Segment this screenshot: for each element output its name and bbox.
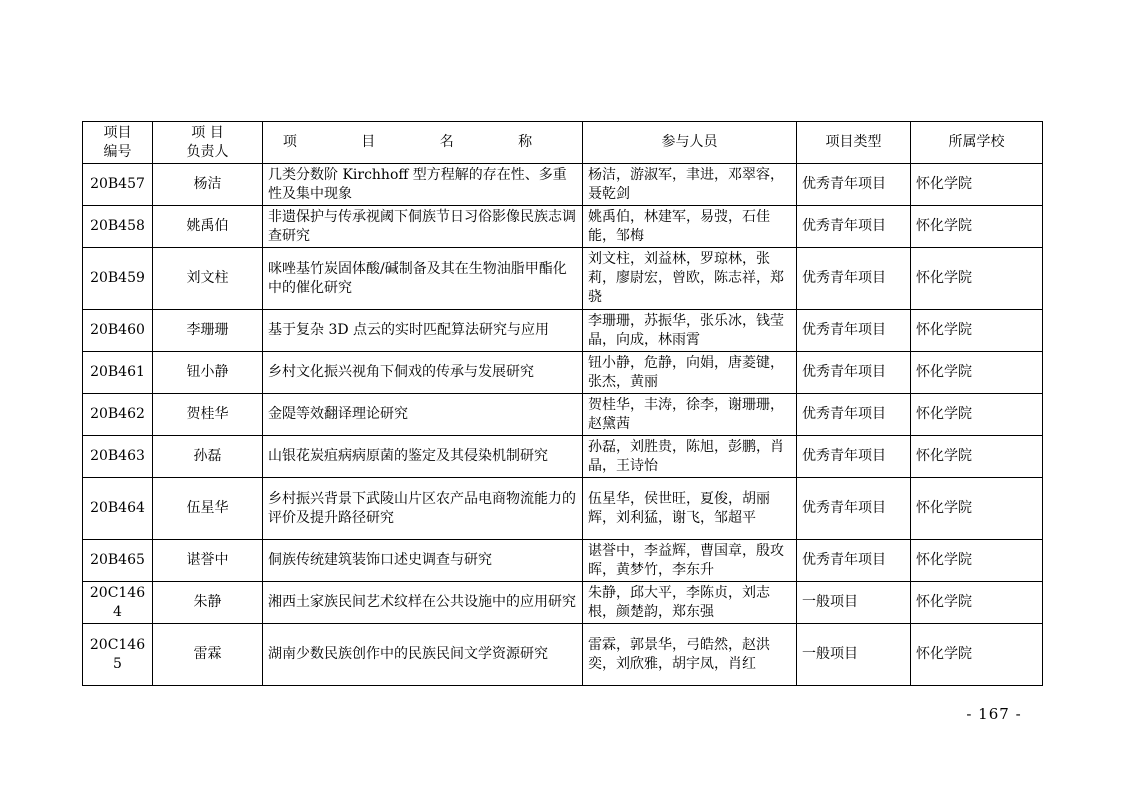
cell-leader: 谌誉中 <box>153 540 263 582</box>
cell-school: 怀化学院 <box>911 436 1043 478</box>
cell-members: 雷霖，郭景华，弓皓然，赵洪奕，刘欣雅，胡宇凤，肖红 <box>583 624 797 686</box>
table-row <box>83 624 1043 686</box>
cell-leader: 杨洁 <box>153 164 263 206</box>
cell-school: 怀化学院 <box>911 478 1043 540</box>
table-row <box>83 582 1043 624</box>
cell-members: 伍星华，侯世旺，夏俊，胡丽辉，刘利猛，谢飞，邹超平 <box>583 478 797 540</box>
cell-name: 基于复杂 3D 点云的实时匹配算法研究与应用 <box>263 310 583 352</box>
cell-id: 20B457 <box>83 164 153 206</box>
cell-type: 一般项目 <box>797 582 911 624</box>
cell-type: 优秀青年项目 <box>797 164 911 206</box>
cell-type: 优秀青年项目 <box>797 436 911 478</box>
cell-school: 怀化学院 <box>911 206 1043 248</box>
cell-name: 咪唑基竹炭固体酸/碱制备及其在生物油脂甲酯化中的催化研究 <box>263 248 583 310</box>
cell-type: 优秀青年项目 <box>797 394 911 436</box>
header-leader-line1: 项 目 <box>191 124 224 141</box>
header-row <box>83 122 1043 164</box>
cell-type: 优秀青年项目 <box>797 352 911 394</box>
cell-name: 侗族传统建筑装饰口述史调查与研究 <box>263 540 583 582</box>
cell-type: 优秀青年项目 <box>797 540 911 582</box>
header-leader-line2: 负责人 <box>186 143 229 160</box>
cell-id: 20B461 <box>83 352 153 394</box>
table-row <box>83 310 1043 352</box>
cell-members: 杨洁，游淑军，聿进，邓翠容，聂乾剑 <box>583 164 797 206</box>
project-table <box>82 121 1043 686</box>
cell-school: 怀化学院 <box>911 310 1043 352</box>
cell-name: 乡村文化振兴视角下侗戏的传承与发展研究 <box>263 352 583 394</box>
cell-name: 乡村振兴背景下武陵山片区农产品电商物流能力的评价及提升路径研究 <box>263 478 583 540</box>
table-row <box>83 206 1043 248</box>
cell-leader: 姚禹伯 <box>153 206 263 248</box>
table-row <box>83 248 1043 310</box>
cell-id: 20B464 <box>83 478 153 540</box>
cell-type: 优秀青年项目 <box>797 310 911 352</box>
cell-school: 怀化学院 <box>911 248 1043 310</box>
header-members: 参与人员 <box>583 122 797 164</box>
header-id <box>83 122 153 164</box>
cell-name: 山银花炭疽病病原菌的鉴定及其侵染机制研究 <box>263 436 583 478</box>
cell-name: 金隄等效翻译理论研究 <box>263 394 583 436</box>
table-row <box>83 394 1043 436</box>
header-id-line2: 编号 <box>103 143 132 160</box>
cell-members: 李珊珊，苏振华，张乐冰，钱莹晶，向成，林雨霄 <box>583 310 797 352</box>
cell-id: 20B463 <box>83 436 153 478</box>
cell-leader: 李珊珊 <box>153 310 263 352</box>
cell-school: 怀化学院 <box>911 352 1043 394</box>
cell-leader: 朱静 <box>153 582 263 624</box>
cell-id: 20C1465 <box>83 624 153 686</box>
cell-school: 怀化学院 <box>911 624 1043 686</box>
header-name <box>263 122 583 164</box>
cell-school: 怀化学院 <box>911 540 1043 582</box>
cell-school: 怀化学院 <box>911 164 1043 206</box>
cell-leader: 雷霖 <box>153 624 263 686</box>
cell-id: 20C1464 <box>83 582 153 624</box>
header-leader <box>153 122 263 164</box>
cell-type: 优秀青年项目 <box>797 478 911 540</box>
table-body <box>83 164 1043 686</box>
cell-members: 刘文柱，刘益林，罗琼林，张莉，廖尉宏，曾欧，陈志祥，郑骁 <box>583 248 797 310</box>
table-row <box>83 352 1043 394</box>
cell-members: 谌誉中，李益辉，曹国章，殷攻晖，黄梦竹，李东升 <box>583 540 797 582</box>
page-number: - 167 - <box>966 705 1022 723</box>
cell-type: 一般项目 <box>797 624 911 686</box>
cell-members: 姚禹伯，林建军，易弢，石佳能，邹梅 <box>583 206 797 248</box>
cell-type: 优秀青年项目 <box>797 248 911 310</box>
cell-id: 20B458 <box>83 206 153 248</box>
cell-type: 优秀青年项目 <box>797 206 911 248</box>
cell-id: 20B465 <box>83 540 153 582</box>
header-school: 所属学校 <box>911 122 1043 164</box>
header-type: 项目类型 <box>797 122 911 164</box>
cell-name: 湖南少数民族创作中的民族民间文学资源研究 <box>263 624 583 686</box>
cell-name: 湘西土家族民间艺术纹样在公共设施中的应用研究 <box>263 582 583 624</box>
cell-members: 贺桂华，丰涛，徐李，谢珊珊，赵黛茜 <box>583 394 797 436</box>
cell-id: 20B460 <box>83 310 153 352</box>
cell-leader: 贺桂华 <box>153 394 263 436</box>
table-row <box>83 540 1043 582</box>
cell-name: 非遗保护与传承视阈下侗族节日习俗影像民族志调查研究 <box>263 206 583 248</box>
cell-members: 孙磊，刘胜贵，陈旭，彭鹏，肖晶，王诗怡 <box>583 436 797 478</box>
cell-school: 怀化学院 <box>911 394 1043 436</box>
cell-leader: 钮小静 <box>153 352 263 394</box>
header-id-line1: 项目 <box>103 124 132 141</box>
table-row <box>83 436 1043 478</box>
cell-members: 钮小静，危静，向娟，唐菱键，张杰，黄丽 <box>583 352 797 394</box>
header-name-label: 项 目 名 称 <box>282 134 563 150</box>
cell-leader: 刘文柱 <box>153 248 263 310</box>
cell-id: 20B462 <box>83 394 153 436</box>
table-row <box>83 478 1043 540</box>
cell-name: 几类分数阶 Kirchhoff 型方程解的存在性、多重性及集中现象 <box>263 164 583 206</box>
cell-school: 怀化学院 <box>911 582 1043 624</box>
cell-leader: 伍星华 <box>153 478 263 540</box>
cell-id: 20B459 <box>83 248 153 310</box>
table-row <box>83 164 1043 206</box>
cell-leader: 孙磊 <box>153 436 263 478</box>
cell-members: 朱静，邱大平，李陈贞，刘志根，颜楚韵，郑东强 <box>583 582 797 624</box>
